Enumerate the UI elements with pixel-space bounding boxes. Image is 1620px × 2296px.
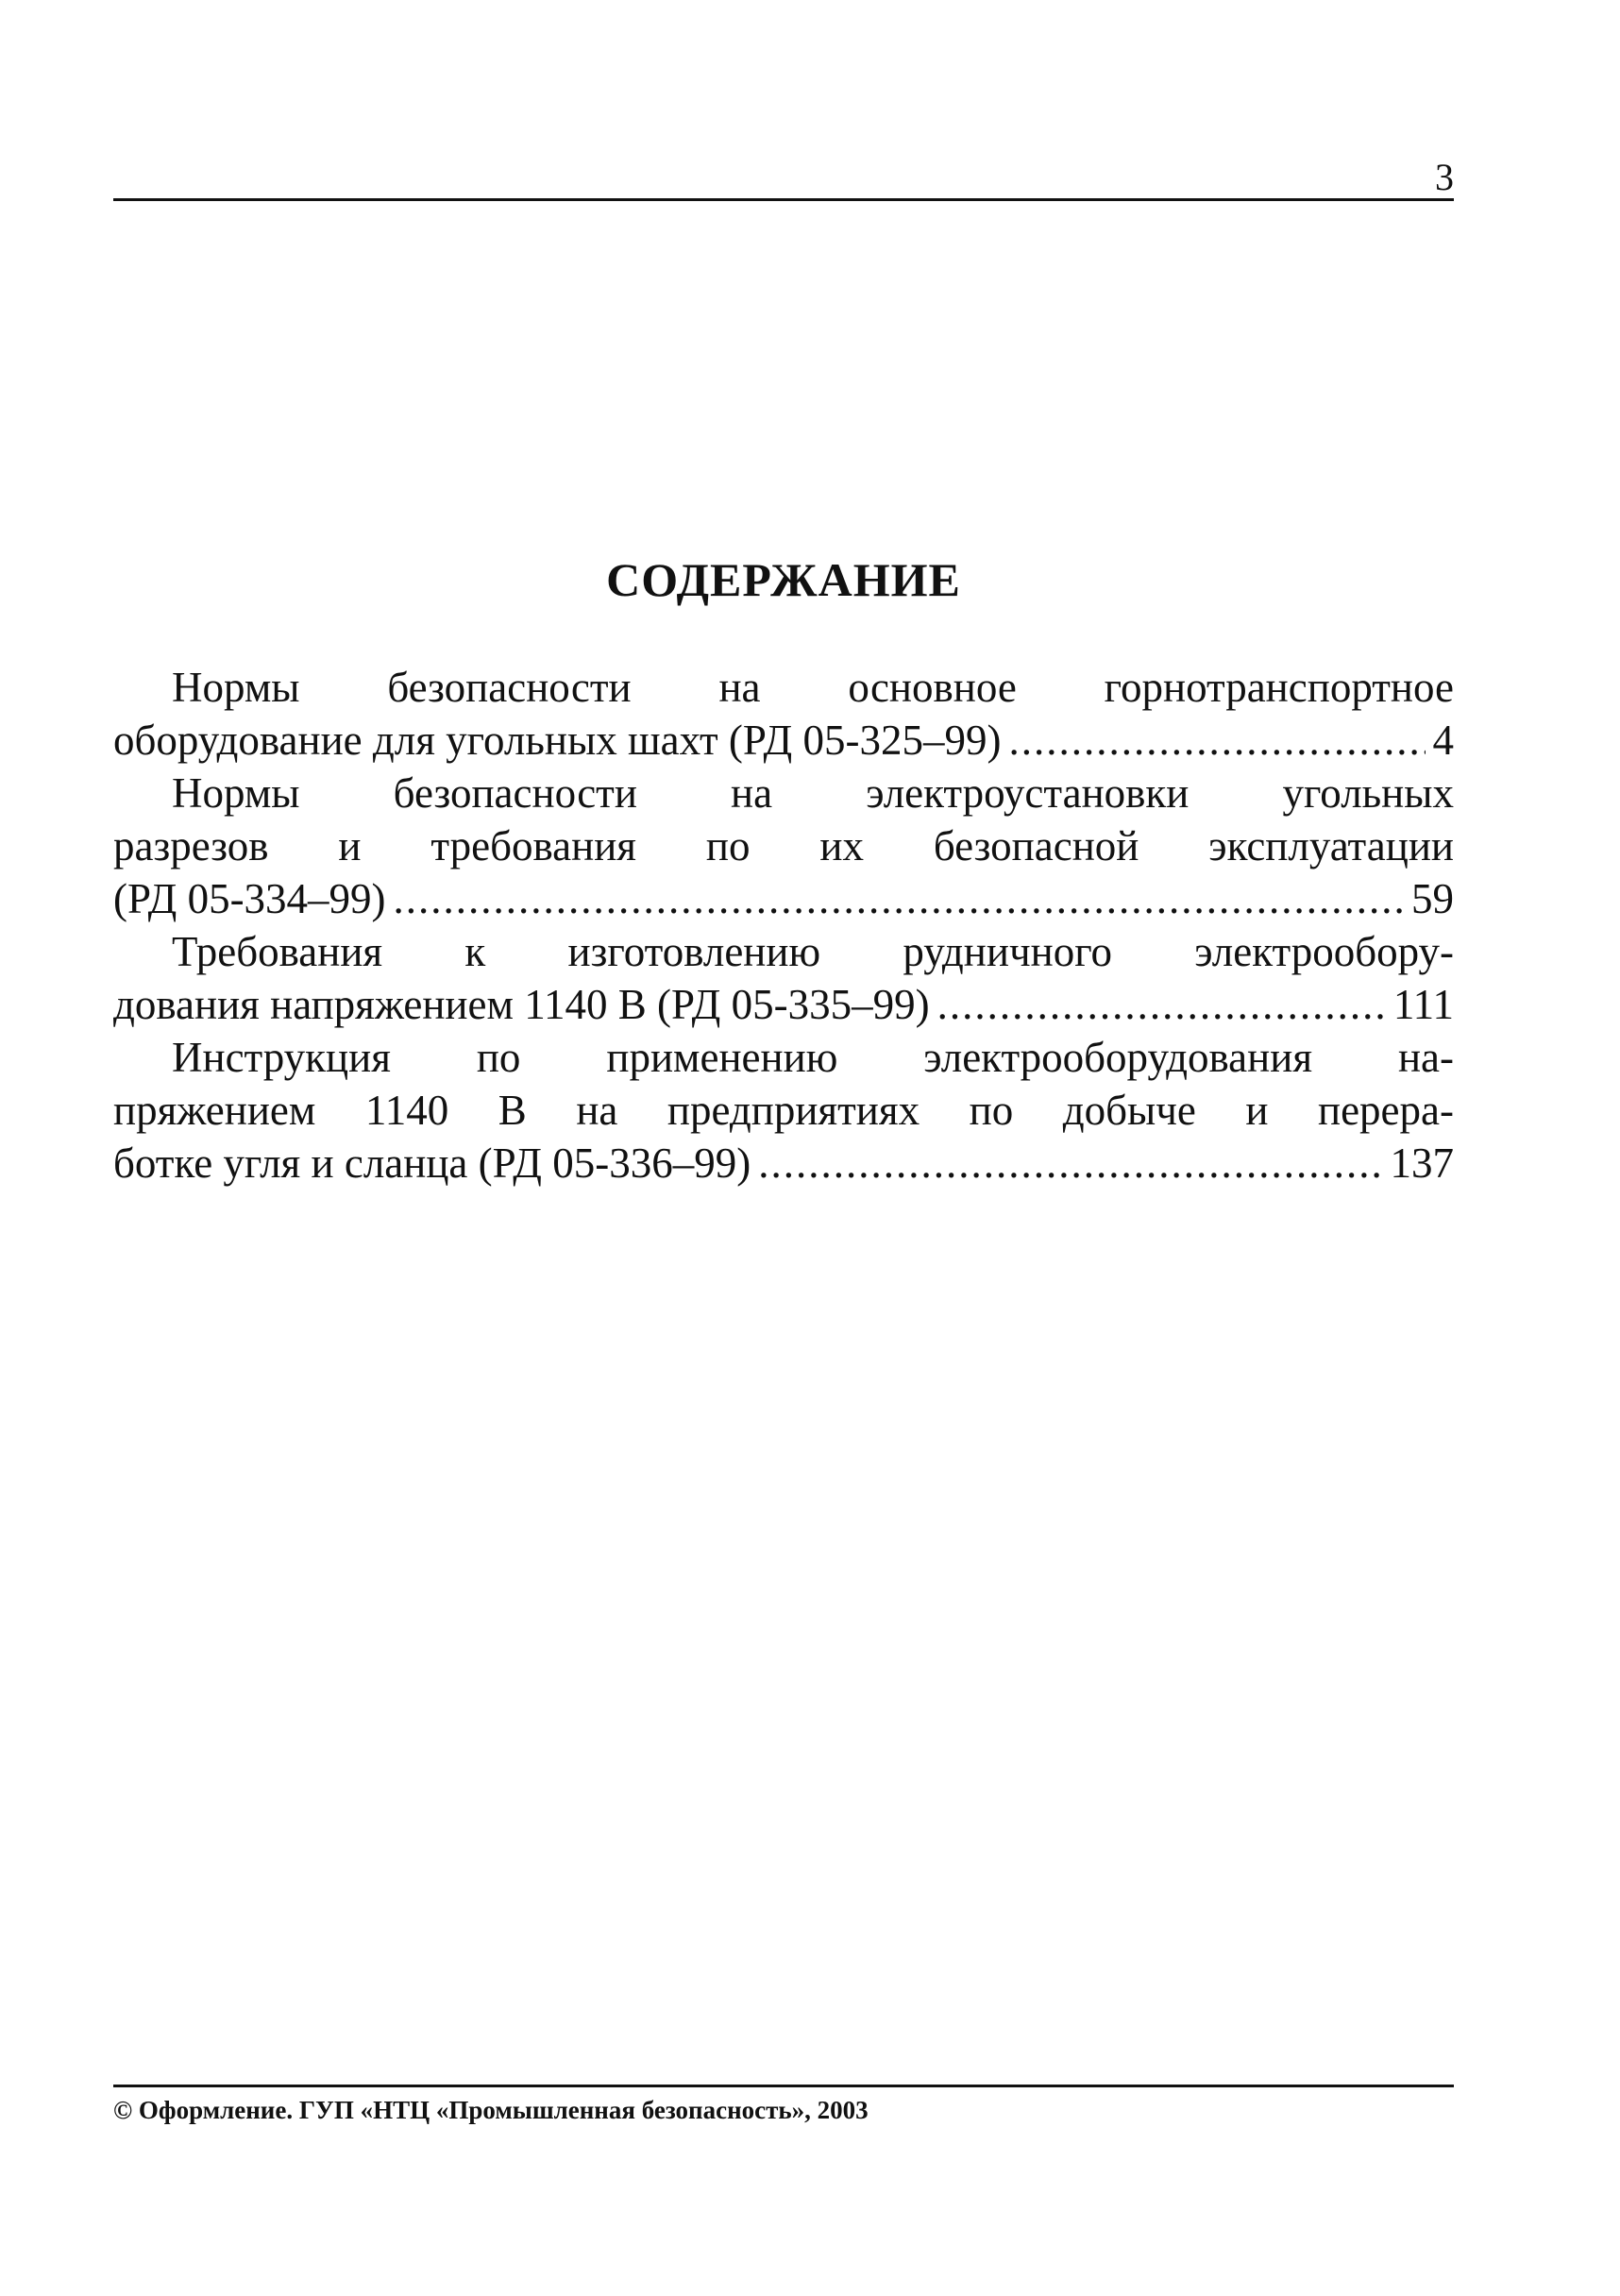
toc-entry-line: Нормы безопасности на электроустановки угольных <box>172 769 1454 817</box>
header-rule <box>113 198 1454 201</box>
toc-entry-text: (РД 05-334–99) <box>113 875 386 922</box>
page-number: 3 <box>1435 156 1454 198</box>
toc-entry-line: пряжением 1140 В на предприятиях по добыче и перера- <box>113 1087 1454 1134</box>
toc-leader-dots <box>937 978 1386 1031</box>
toc-page-number: 4 <box>1432 717 1454 764</box>
copyright-notice: © Оформление. ГУП «НТЦ «Промышленная безопасность», 2003 <box>113 2096 869 2124</box>
toc-page-number: 59 <box>1411 875 1454 922</box>
toc-entry-last-line <box>113 714 1454 767</box>
toc-entry-last-line <box>113 872 1454 925</box>
toc-leader-dots <box>758 1137 1382 1190</box>
toc-entry-text: ботке угля и сланца (РД 05-336–99) <box>113 1140 751 1187</box>
toc-entry-line: Требования к изготовлению рудничного электрообору- <box>172 928 1454 975</box>
toc-title: СОДЕРЖАНИЕ <box>606 553 961 606</box>
footer-rule <box>113 2085 1454 2087</box>
toc-entry-line: Инструкция по применению электрооборудования на- <box>172 1034 1454 1081</box>
toc-entry[interactable] <box>113 767 1454 925</box>
toc-entry-text: оборудование для угольных шахт (РД 05-325–99) <box>113 717 1002 764</box>
toc-entry[interactable] <box>113 1031 1454 1190</box>
toc-leader-dots <box>1008 714 1425 767</box>
toc-entry-text: дования напряжением 1140 В (РД 05-335–99) <box>113 981 930 1028</box>
table-of-contents <box>113 661 1454 1190</box>
toc-page-number: 137 <box>1390 1140 1454 1187</box>
toc-leader-dots <box>394 872 1404 925</box>
toc-entry[interactable] <box>113 925 1454 1031</box>
toc-entry[interactable] <box>113 661 1454 767</box>
toc-entry-line: Нормы безопасности на основное горнотранспортное <box>172 664 1454 711</box>
toc-entry-line: разрезов и требования по их безопасной эксплуатации <box>113 822 1454 869</box>
toc-page-number: 111 <box>1392 981 1454 1028</box>
toc-entry-last-line <box>113 1137 1454 1190</box>
toc-entry-last-line <box>113 978 1454 1031</box>
